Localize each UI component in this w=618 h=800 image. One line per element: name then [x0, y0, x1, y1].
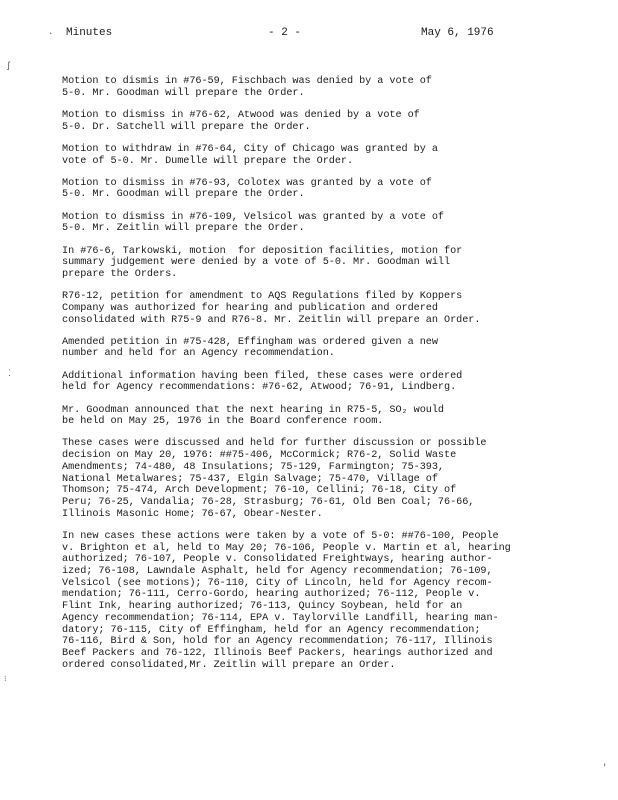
scan-mark: · [48, 29, 54, 39]
paragraph-line: Motion to dismiss in #76-109, Velsicol was granted by a vote of [62, 211, 445, 223]
minutes-paragraph [62, 337, 582, 360]
paragraph-line: Agency recommendation; 76-114, EPA v. Taylorville Landfill, hearing man- [62, 612, 499, 624]
minutes-body [62, 76, 582, 682]
paragraph-line: Flint Ink, hearing authorized; 76-113, Quincy Soybean, held for an [62, 601, 463, 613]
scan-mark: ' [602, 763, 608, 773]
scan-mark: ⁚ [8, 369, 11, 379]
paragraph-line: Amendments; 74-480, 48 Insulations; 75-129, Farmington; 75-393, [62, 461, 445, 473]
paragraph-line: Illinois Masonic Home; 76-67, Obear-Nester. [62, 508, 323, 520]
paragraph-line: 5-0. Mr. Zeitlin will prepare the Order. [62, 223, 305, 235]
minutes-paragraph [62, 110, 582, 133]
paragraph-line: Motion to dismiss in #76-93, Colotex was granted by a vote of [62, 177, 432, 189]
minutes-paragraph [62, 291, 582, 326]
paragraph-line: Motion to dismiss in #76-62, Atwood was denied by a vote of [62, 109, 420, 121]
scan-mark: ⁝ [4, 675, 7, 684]
paragraph-line: mendation; 76-111, Cerro-Gordo, hearing authorized; 76-112, People v. [62, 589, 481, 601]
minutes-paragraph [62, 76, 582, 99]
paragraph-line: In new cases these actions were taken by a vote of 5-0: ##76-100, People [62, 530, 499, 542]
paragraph-line: Velsicol (see motions); 76-110, City of Lincoln, held for Agency recom- [62, 577, 493, 589]
paragraph-line: v. Brighton et al, held to May 20; 76-106, People v. Martin et al, hearing [62, 542, 511, 554]
header-page-number: - 2 - [268, 27, 302, 39]
paragraph-line: held for Agency recommendations: #76-62, Atwood; 76-91, Lindberg. [62, 382, 457, 394]
paragraph-line: 5-0. Dr. Satchell will prepare the Order. [62, 121, 311, 133]
paragraph-line: Beef Packers and 76-122, Illinois Beef Packers, hearings authorized and [62, 647, 493, 659]
minutes-paragraph [62, 246, 582, 281]
paragraph-line: These cases were discussed and held for further discussion or possible [62, 438, 487, 450]
header-date: May 6, 1976 [421, 27, 494, 39]
minutes-paragraph [62, 438, 582, 520]
paragraph-line: 76-116, Bird & Son, hold for an Agency recommendation; 76-117, Illinois [62, 636, 493, 648]
paragraph-line: Motion to withdraw in #76-64, City of Chicago was granted by a [62, 143, 438, 155]
paragraph-line: Mr. Goodman announced that the next hearing in R75-5, SO₂ would [62, 404, 445, 416]
page-header [0, 27, 618, 41]
paragraph-line: authorized; 76-107, People v. Consolidated Freightways, hearing author- [62, 554, 493, 566]
paragraph-line: summary judgement were denied by a vote of 5-0. Mr. Goodman will [62, 257, 451, 269]
paragraph-line: 5-0. Mr. Goodman will prepare the Order. [62, 189, 305, 201]
minutes-paragraph [62, 405, 582, 428]
paragraph-line: consolidated with R75-9 and R76-8. Mr. Zeitlin will prepare an Order. [62, 314, 481, 326]
paragraph-line: R76-12, petition for amendment to AQS Regulations filed by Koppers [62, 291, 463, 303]
paragraph-line: be held on May 25, 1976 in the Board conference room. [62, 416, 384, 428]
paragraph-line: 5-0. Mr. Goodman will prepare the Order. [62, 87, 305, 99]
paragraph-line: Thomson; 75-474, Arch Development; 76-10, Cellini; 76-18, City of [62, 485, 457, 497]
paragraph-line: Amended petition in #75-428, Effingham was ordered given a new [62, 336, 438, 348]
paragraph-line: Company was authorized for hearing and publication and ordered [62, 302, 438, 314]
paragraph-line: vote of 5-0. Mr. Dumelle will prepare the Order. [62, 155, 354, 167]
paragraph-line: prepare the Orders. [62, 268, 178, 280]
minutes-paragraph [62, 212, 582, 235]
paragraph-line: ordered consolidated,Mr. Zeitlin will prepare an Order. [62, 659, 396, 671]
paragraph-line: decision on May 20, 1976: ##75-406, McCormick; R76-2, Solid Waste [62, 450, 457, 462]
paragraph-line: ized; 76-108, Lawndale Asphalt, held for Agency recommendation; 76-109, [62, 566, 493, 577]
paragraph-line: National Metalwares; 75-437, Elgin Salvage; 75-470, Village of [62, 473, 438, 485]
paragraph-line: Additional information having been filed, these cases were ordered [62, 370, 463, 382]
minutes-paragraph [62, 531, 582, 671]
paragraph-line: number and held for an Agency recommendation. [62, 348, 335, 360]
paragraph-line: datory; 76-115, City of Effingham, held for an Agency recommendation; [62, 624, 481, 636]
minutes-paragraph [62, 144, 582, 167]
paragraph-line: Motion to dismis in #76-59, Fischbach was denied by a vote of [62, 76, 432, 87]
scan-mark: ʃ [6, 61, 12, 71]
paragraph-line: Peru; 76-25, Vandalia; 76-28, Strasburg; 76-61, Old Ben Coal; 76-66, [62, 496, 475, 508]
minutes-paragraph [62, 178, 582, 201]
minutes-paragraph [62, 371, 582, 394]
paragraph-line: In #76-6, Tarkowski, motion for deposition facilities, motion for [62, 245, 463, 257]
header-title: Minutes [66, 27, 113, 39]
